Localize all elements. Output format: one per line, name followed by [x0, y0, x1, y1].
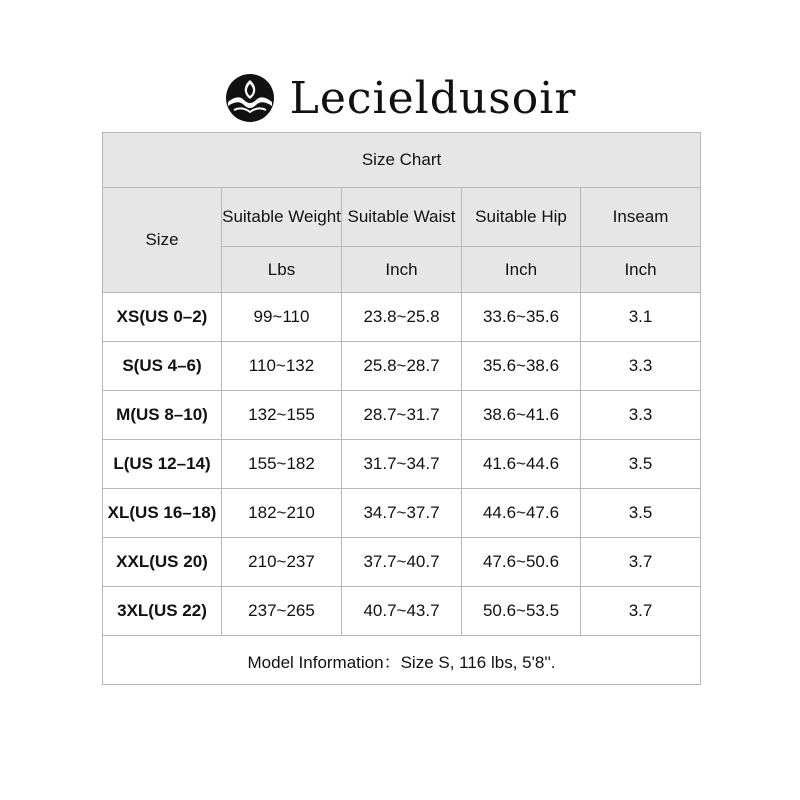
size-cell: S(US 4–6) [103, 342, 222, 391]
column-header-hip: Suitable Hip [462, 188, 581, 247]
table-row [103, 538, 701, 587]
size-cell: M(US 8–10) [103, 391, 222, 440]
column-header-weight: Suitable Weight [222, 188, 342, 247]
size-cell: XL(US 16–18) [103, 489, 222, 538]
table-row [103, 489, 701, 538]
table-row [103, 587, 701, 636]
size-cell: L(US 12–14) [103, 440, 222, 489]
waist-cell: 25.8~28.7 [342, 342, 462, 391]
table-row [103, 440, 701, 489]
brand-name: Lecieldusoir [289, 72, 577, 124]
column-header-inseam: Inseam [581, 188, 701, 247]
weight-cell: 182~210 [222, 489, 342, 538]
table-row [103, 293, 701, 342]
waist-cell: 34.7~37.7 [342, 489, 462, 538]
weight-cell: 237~265 [222, 587, 342, 636]
waist-cell: 23.8~25.8 [342, 293, 462, 342]
inseam-cell: 3.5 [581, 489, 701, 538]
hip-cell: 35.6~38.6 [462, 342, 581, 391]
inseam-cell: 3.7 [581, 538, 701, 587]
hip-cell: 41.6~44.6 [462, 440, 581, 489]
hip-cell: 47.6~50.6 [462, 538, 581, 587]
size-cell: XS(US 0–2) [103, 293, 222, 342]
size-cell: 3XL(US 22) [103, 587, 222, 636]
hip-cell: 50.6~53.5 [462, 587, 581, 636]
hip-cell: 33.6~35.6 [462, 293, 581, 342]
waist-cell: 31.7~34.7 [342, 440, 462, 489]
inseam-cell: 3.5 [581, 440, 701, 489]
size-cell: XXL(US 20) [103, 538, 222, 587]
inseam-cell: 3.3 [581, 342, 701, 391]
brand-header [0, 66, 800, 130]
unit-weight: Lbs [222, 247, 342, 293]
weight-cell: 110~132 [222, 342, 342, 391]
brand-logo-icon [224, 72, 276, 124]
size-chart-table [102, 132, 701, 685]
size-column-header: Size [103, 188, 222, 293]
hip-cell: 44.6~47.6 [462, 489, 581, 538]
weight-cell: 99~110 [222, 293, 342, 342]
unit-hip: Inch [462, 247, 581, 293]
table-row [103, 391, 701, 440]
unit-waist: Inch [342, 247, 462, 293]
waist-cell: 40.7~43.7 [342, 587, 462, 636]
weight-cell: 210~237 [222, 538, 342, 587]
weight-cell: 155~182 [222, 440, 342, 489]
inseam-cell: 3.7 [581, 587, 701, 636]
table-row [103, 342, 701, 391]
inseam-cell: 3.3 [581, 391, 701, 440]
table-title: Size Chart [103, 133, 701, 188]
weight-cell: 132~155 [222, 391, 342, 440]
unit-inseam: Inch [581, 247, 701, 293]
column-header-waist: Suitable Waist [342, 188, 462, 247]
hip-cell: 38.6~41.6 [462, 391, 581, 440]
waist-cell: 37.7~40.7 [342, 538, 462, 587]
inseam-cell: 3.1 [581, 293, 701, 342]
model-information: Model Information：Size S, 116 lbs, 5'8''. [103, 636, 701, 685]
waist-cell: 28.7~31.7 [342, 391, 462, 440]
